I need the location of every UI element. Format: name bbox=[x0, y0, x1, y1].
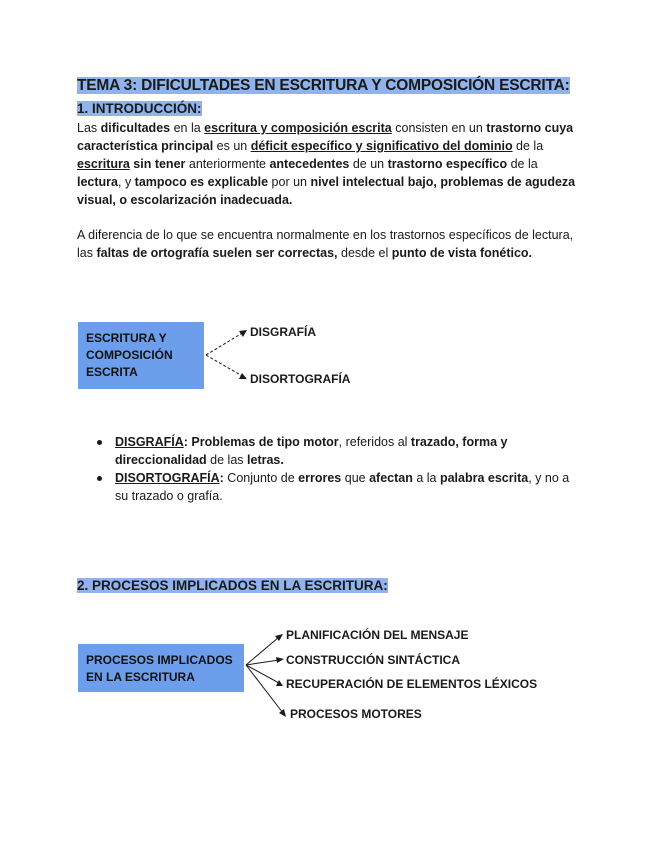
text-run: errores bbox=[298, 471, 342, 485]
arrow-line bbox=[246, 665, 283, 713]
branch-label: CONSTRUCCIÓN SINTÁCTICA bbox=[286, 653, 460, 667]
branch-label: DISORTOGRAFÍA bbox=[250, 372, 351, 386]
text-run: consisten en un bbox=[391, 121, 487, 135]
text-run: déficit específico y significativo del dominio bbox=[250, 139, 513, 153]
text-run: Las bbox=[77, 121, 101, 135]
text-run: de la bbox=[512, 139, 544, 153]
arrow-line bbox=[206, 355, 244, 377]
text-run: de las bbox=[206, 453, 248, 467]
text-run: dificultades bbox=[100, 121, 171, 135]
text-run: escritura bbox=[77, 157, 130, 171]
branch-label: RECUPERACIÓN DE ELEMENTOS LÉXICOS bbox=[286, 677, 538, 691]
text-run: antecedentes bbox=[269, 157, 350, 171]
section-1-heading-text: 1. INTRODUCCIÓN: bbox=[77, 101, 202, 116]
writing-composition-box-label: ESCRITURA Y COMPOSICIÓN ESCRITA bbox=[86, 331, 173, 379]
arrowhead-icon bbox=[276, 657, 284, 663]
arrow-line bbox=[246, 665, 279, 683]
page-title-text: TEMA 3: DIFICULTADES EN ESCRITURA Y COMPOSICIÓN ESCRITA: bbox=[77, 77, 570, 94]
text-run: letras. bbox=[247, 453, 284, 467]
text-run: Problemas de tipo motor bbox=[187, 435, 339, 449]
text-run: afectan bbox=[369, 471, 413, 485]
branch-label: PLANIFICACIÓN DEL MENSAJE bbox=[286, 628, 469, 642]
section-2-heading-text: 2. PROCESOS IMPLICADOS EN LA ESCRITURA: bbox=[77, 578, 388, 593]
arrowhead-icon bbox=[279, 709, 286, 717]
text-run: faltas de ortografía suelen ser correctas, bbox=[96, 246, 338, 260]
arrowhead-icon bbox=[276, 680, 283, 686]
text-run: a la bbox=[412, 471, 440, 485]
text-run: en la bbox=[170, 121, 205, 135]
text-run: de un bbox=[349, 157, 388, 171]
branch-label: DISGRAFÍA bbox=[250, 325, 316, 339]
writing-processes-box-label: PROCESOS IMPLICADOS EN LA ESCRITURA bbox=[86, 653, 233, 684]
text-run: trazado, forma y direccionalidad bbox=[115, 435, 508, 467]
arrowhead-icon bbox=[239, 330, 247, 337]
text-run: palabra escrita bbox=[439, 471, 529, 485]
text-run: de la bbox=[507, 157, 538, 171]
text-run: sin tener bbox=[129, 157, 186, 171]
text-run: trastorno específico bbox=[387, 157, 508, 171]
text-run: que bbox=[341, 471, 370, 485]
text-run: anteriormente bbox=[185, 157, 270, 171]
text-run: , y bbox=[118, 175, 135, 189]
arrowhead-icon bbox=[239, 373, 247, 379]
text-run: lectura bbox=[77, 175, 118, 189]
text-run: , y no a su trazado o grafía. bbox=[115, 471, 570, 503]
text-run: DISGRAFÍA bbox=[115, 435, 184, 449]
text-run: nivel intelectual bajo, problemas de agudeza visual, o escolarización inadecuada. bbox=[77, 175, 576, 207]
text-run: DISORTOGRAFÍA bbox=[115, 471, 220, 485]
branch-label: PROCESOS MOTORES bbox=[290, 707, 422, 721]
text-run: : bbox=[219, 471, 224, 485]
text-run: desde el bbox=[337, 246, 392, 260]
text-run: por un bbox=[268, 175, 311, 189]
text-run: es un bbox=[213, 139, 251, 153]
text-run: tampoco es explicable bbox=[134, 175, 269, 189]
arrow-line bbox=[206, 332, 244, 355]
text-run: A diferencia de lo que se encuentra normalmente en los trastornos específicos de lectura, las bbox=[77, 228, 574, 260]
text-run: trastorno cuya característica principal bbox=[77, 121, 574, 153]
text-run: : bbox=[183, 435, 188, 449]
text-run: escritura y composición escrita bbox=[204, 121, 392, 135]
text-run: , referidos al bbox=[338, 435, 411, 449]
text-run: punto de vista fonético. bbox=[391, 246, 533, 260]
text-run: Conjunto de bbox=[223, 471, 299, 485]
